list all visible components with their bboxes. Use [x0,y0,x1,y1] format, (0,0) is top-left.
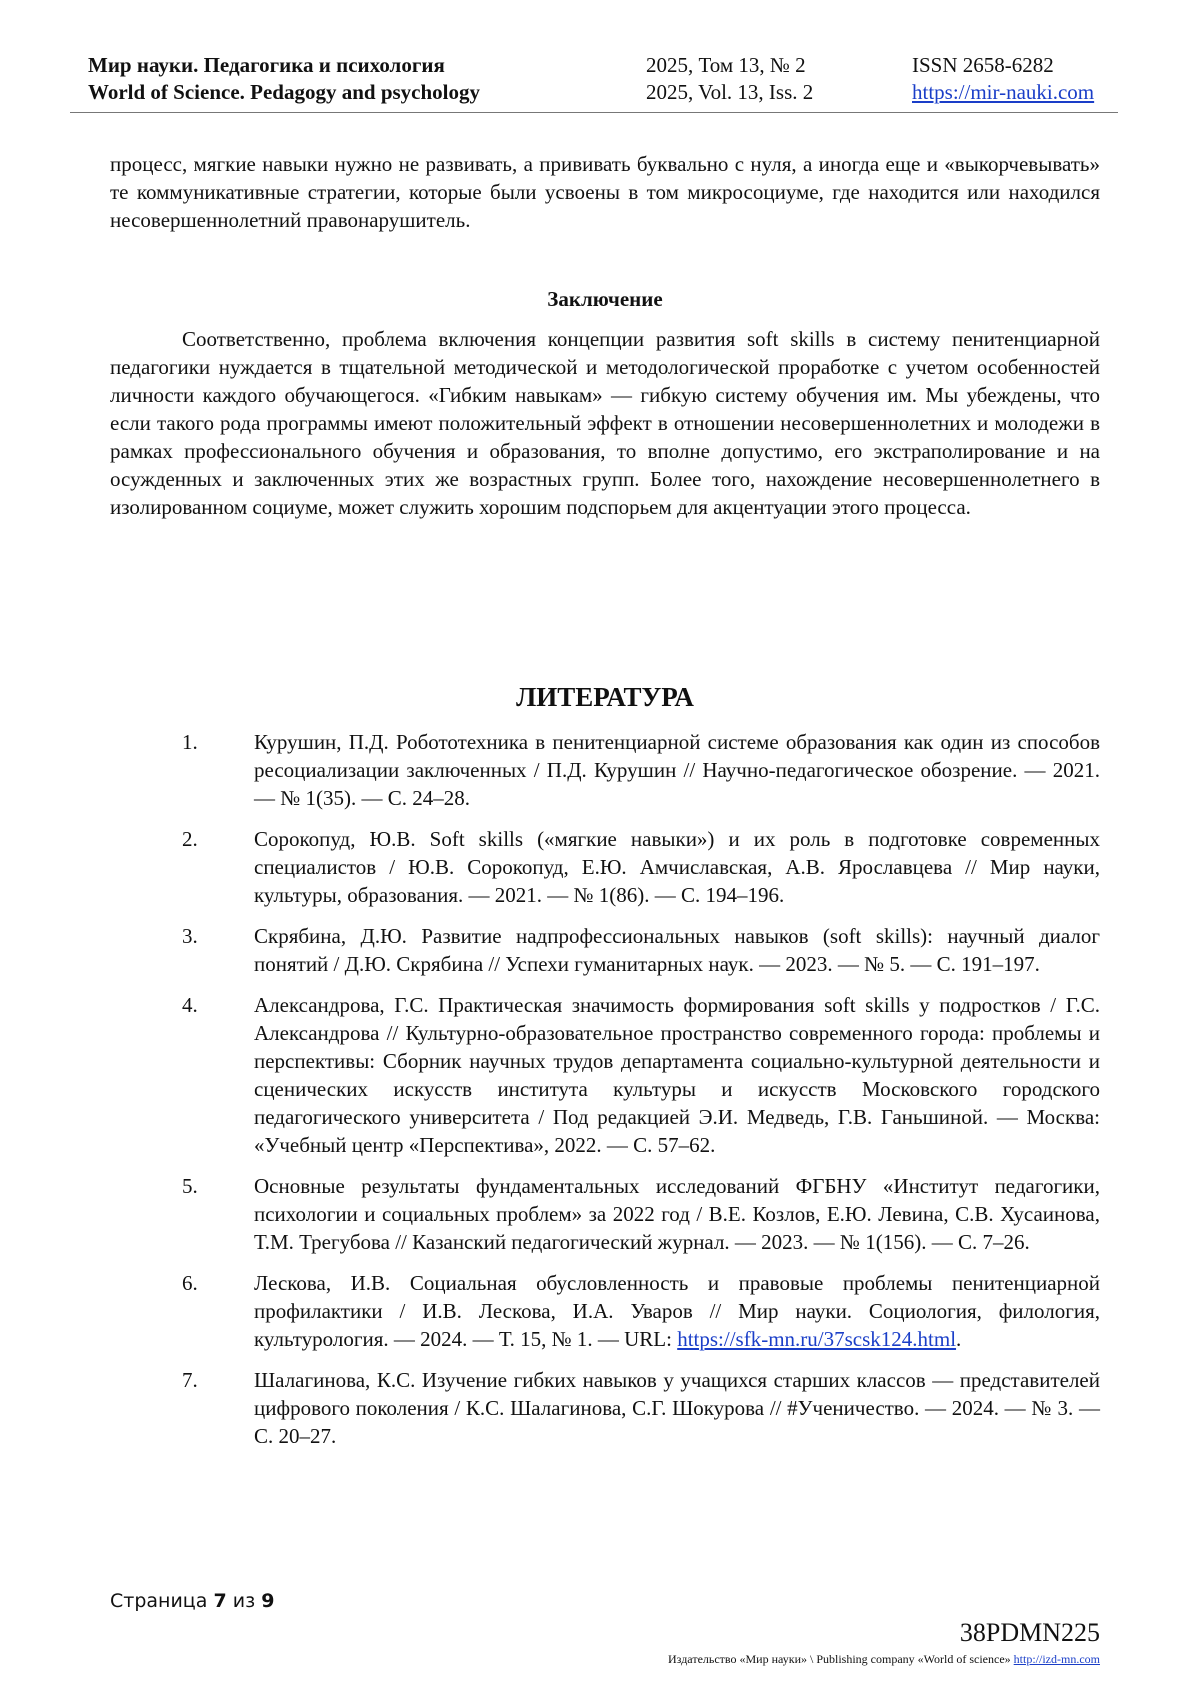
page-total: 9 [261,1590,275,1612]
issue-ru: 2025, Том 13, № 2 [646,53,806,77]
issue-block [646,52,813,106]
journal-title-en: World of Science. Pedagogy and psychology [88,80,481,104]
journal-site-link[interactable]: https://mir-nauki.com [912,80,1095,104]
page-indicator [110,1590,274,1612]
journal-title-ru: Мир науки. Педагогика и психология [88,53,445,77]
journal-header [88,52,1118,110]
reference-item [110,1366,1100,1450]
issn: ISSN 2658-6282 [912,53,1054,77]
reference-item [110,1172,1100,1256]
publisher-link[interactable]: http://izd-mn.com [1013,1652,1100,1666]
publisher-line [668,1652,1100,1667]
reference-item [110,922,1100,978]
reference-text: Основные результаты фундаментальных исследований ФГБНУ «Институт педагогики, психологии и социальных проблем» за 2022 год / В.Е. Козлов, Е.Ю. Левина, С.В. Хусаинова, Т.М. Трегубова // Казанский педагогический журнал. — 2023. — № 1(156). — С. 7–26. [254,1174,1100,1254]
reference-number: 1. [182,730,198,754]
reference-text: Александрова, Г.С. Практическая значимость формирования soft skills у подростков / Г.С. Александрова // Культурно-образовательное пространство современного города: проблемы и перспективы: Сборник научных трудов департамента социально-культурной деятельности и сценических искусств института культуры и искусств Московского городского педагогического университета / Под редакцией Э.И. Медведь, Г.В. Ганьшиной. — Москва: «Учебный центр «Перспектива», 2022. — С. 57–62. [254,993,1100,1157]
reference-url-link[interactable]: https://sfk-mn.ru/37scsk124.html [677,1327,957,1351]
reference-item [110,991,1100,1159]
page-label: Страница [110,1590,208,1612]
reference-number: 3. [182,924,198,948]
reference-number: 4. [182,993,198,1017]
journal-title-block [88,52,480,106]
reference-item [110,825,1100,909]
conclusion-paragraph: Соответственно, проблема включения концепции развития soft skills в систему пенитенциарной педагогики нуждается в тщательной методической и методологической проработке с учетом особенностей личности каждого обучающегося. «Гибким навыкам» — гибкую систему обучения им. Мы убеждены, что если такого рода программы имеют положительный эффект в отношении несовершеннолетних и молодежи в рамках профессионального обучения и образования, то вполне допустимо, его экстраполирование и на осужденных и заключенных этих же возрастных групп. Более того, нахождение несовершеннолетнего в изолированном социуме, может служить хорошим подспорьем для акцентуации этого процесса. [110,327,1100,519]
reference-list [110,728,1100,1463]
reference-number: 2. [182,827,198,851]
reference-item [110,1269,1100,1353]
literature-heading: ЛИТЕРАТУРА [516,682,694,712]
article-code: 38PDMN225 [959,1618,1100,1647]
reference-text: Курушин, П.Д. Робототехника в пенитенциарной системе образования как один из способов ресоциализации заключенных / П.Д. Курушин // Научно-педагогическое обозрение. — 2021. — № 1(35). — С. 24–28. [254,730,1100,810]
reference-text: Сорокопуд, Ю.В. Soft skills («мягкие навыки») и их роль в подготовке современных специалистов / Ю.В. Сорокопуд, Е.Ю. Амчиславская, А.В. Ярославцева // Мир науки, культуры, образования. — 2021. — № 1(86). — С. 194–196. [254,827,1100,907]
reference-number: 6. [182,1271,198,1295]
body-paragraph: процесс, мягкие навыки нужно не развивать, а прививать буквально с нуля, а иногда еще и «выкорчевывать» те коммуникативные стратегии, которые были усвоены в том микросоциуме, где находится или находился несовершеннолетний правонарушитель. [110,152,1100,232]
reference-item [110,728,1100,812]
page-current: 7 [213,1590,227,1612]
reference-text: Лескова, И.В. Социальная обусловленность и правовые проблемы пенитенциарной профилактики / И.В. Лескова, И.А. Уваров // Мир науки. Социология, филология, культурология. — 2024. — Т. 15, № 1. — URL: [254,1271,1100,1351]
publisher-text: Издательство «Мир науки» \ Publishing company «World of science» [668,1652,1011,1666]
reference-text-end: . [956,1327,962,1351]
page-of: из [232,1590,256,1612]
reference-text: Скрябина, Д.Ю. Развитие надпрофессиональных навыков (soft skills): научный диалог понятий / Д.Ю. Скрябина // Успехи гуманитарных наук. — 2023. — № 5. — С. 191–197. [254,924,1100,976]
header-divider [70,112,1118,113]
reference-number: 5. [182,1174,198,1198]
issn-block [912,52,1094,106]
reference-text: Шалагинова, К.С. Изучение гибких навыков у учащихся старших классов — представителей цифрового поколения / К.С. Шалагинова, С.Г. Шокурова // #Ученичество. — 2024. — № 3. — С. 20–27. [254,1368,1100,1448]
issue-en: 2025, Vol. 13, Iss. 2 [646,80,814,104]
conclusion-heading: Заключение [547,287,663,311]
reference-number: 7. [182,1368,198,1392]
